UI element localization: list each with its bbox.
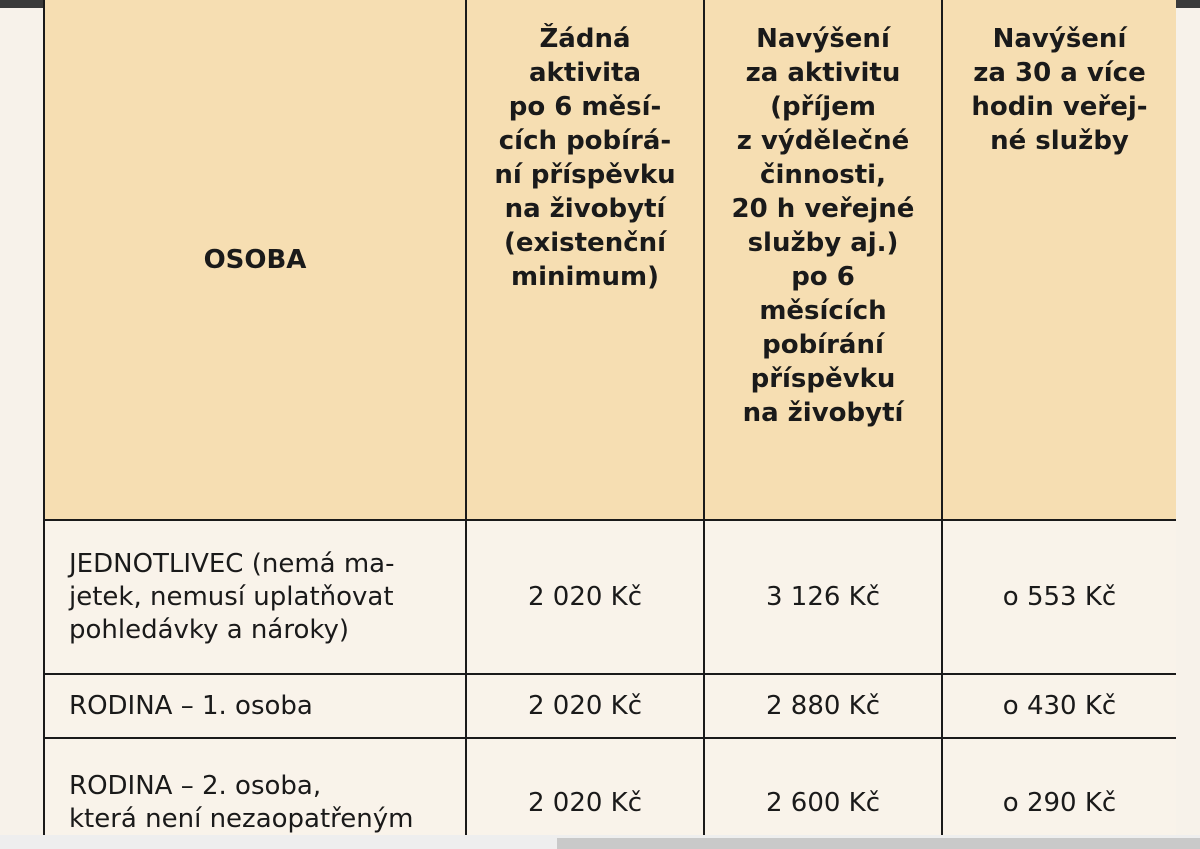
public-service-increase-cell: o 553 Kč xyxy=(942,520,1176,674)
activity-increase-cell: 2 600 Kč xyxy=(704,738,942,835)
no-activity-cell: 2 020 Kč xyxy=(466,520,704,674)
activity-increase-cell: 3 126 Kč xyxy=(704,520,942,674)
header-activity-increase-text: Navýšení za aktivitu (příjem z výdělečné činnosti, 20 h veřejné služby aj.) po 6 měsících pobírání příspěvku na živobytí xyxy=(731,24,915,428)
no-activity-cell: 2 020 Kč xyxy=(466,674,704,738)
public-service-increase-cell: o 430 Kč xyxy=(942,674,1176,738)
person-cell: RODINA – 2. osoba, která není nezaopatřeným xyxy=(44,738,466,835)
table-row xyxy=(44,520,1176,674)
header-public-service-increase-text: Navýšení za 30 a více hodin veřej- né služby xyxy=(971,24,1148,156)
person-cell: RODINA – 1. osoba xyxy=(44,674,466,738)
table-row xyxy=(44,738,1176,835)
header-public-service-increase xyxy=(942,0,1176,520)
header-no-activity xyxy=(466,0,704,520)
activity-increase-cell: 2 880 Kč xyxy=(704,674,942,738)
benefit-table xyxy=(43,0,1176,835)
header-activity-increase xyxy=(704,0,942,520)
document-page xyxy=(43,0,1176,835)
horizontal-scrollbar-thumb[interactable] xyxy=(557,838,1200,849)
header-person: OSOBA xyxy=(44,0,466,520)
table-row xyxy=(44,674,1176,738)
header-row xyxy=(44,0,1176,520)
header-no-activity-text: Žádná aktivita po 6 měsí- cích pobírá- ní příspěvku na živobytí (existenční minimum) xyxy=(494,24,676,292)
person-cell: JEDNOTLIVEC (nemá ma- jetek, nemusí uplatňovat pohledávky a nároky) xyxy=(44,520,466,674)
no-activity-cell: 2 020 Kč xyxy=(466,738,704,835)
public-service-increase-cell: o 290 Kč xyxy=(942,738,1176,835)
